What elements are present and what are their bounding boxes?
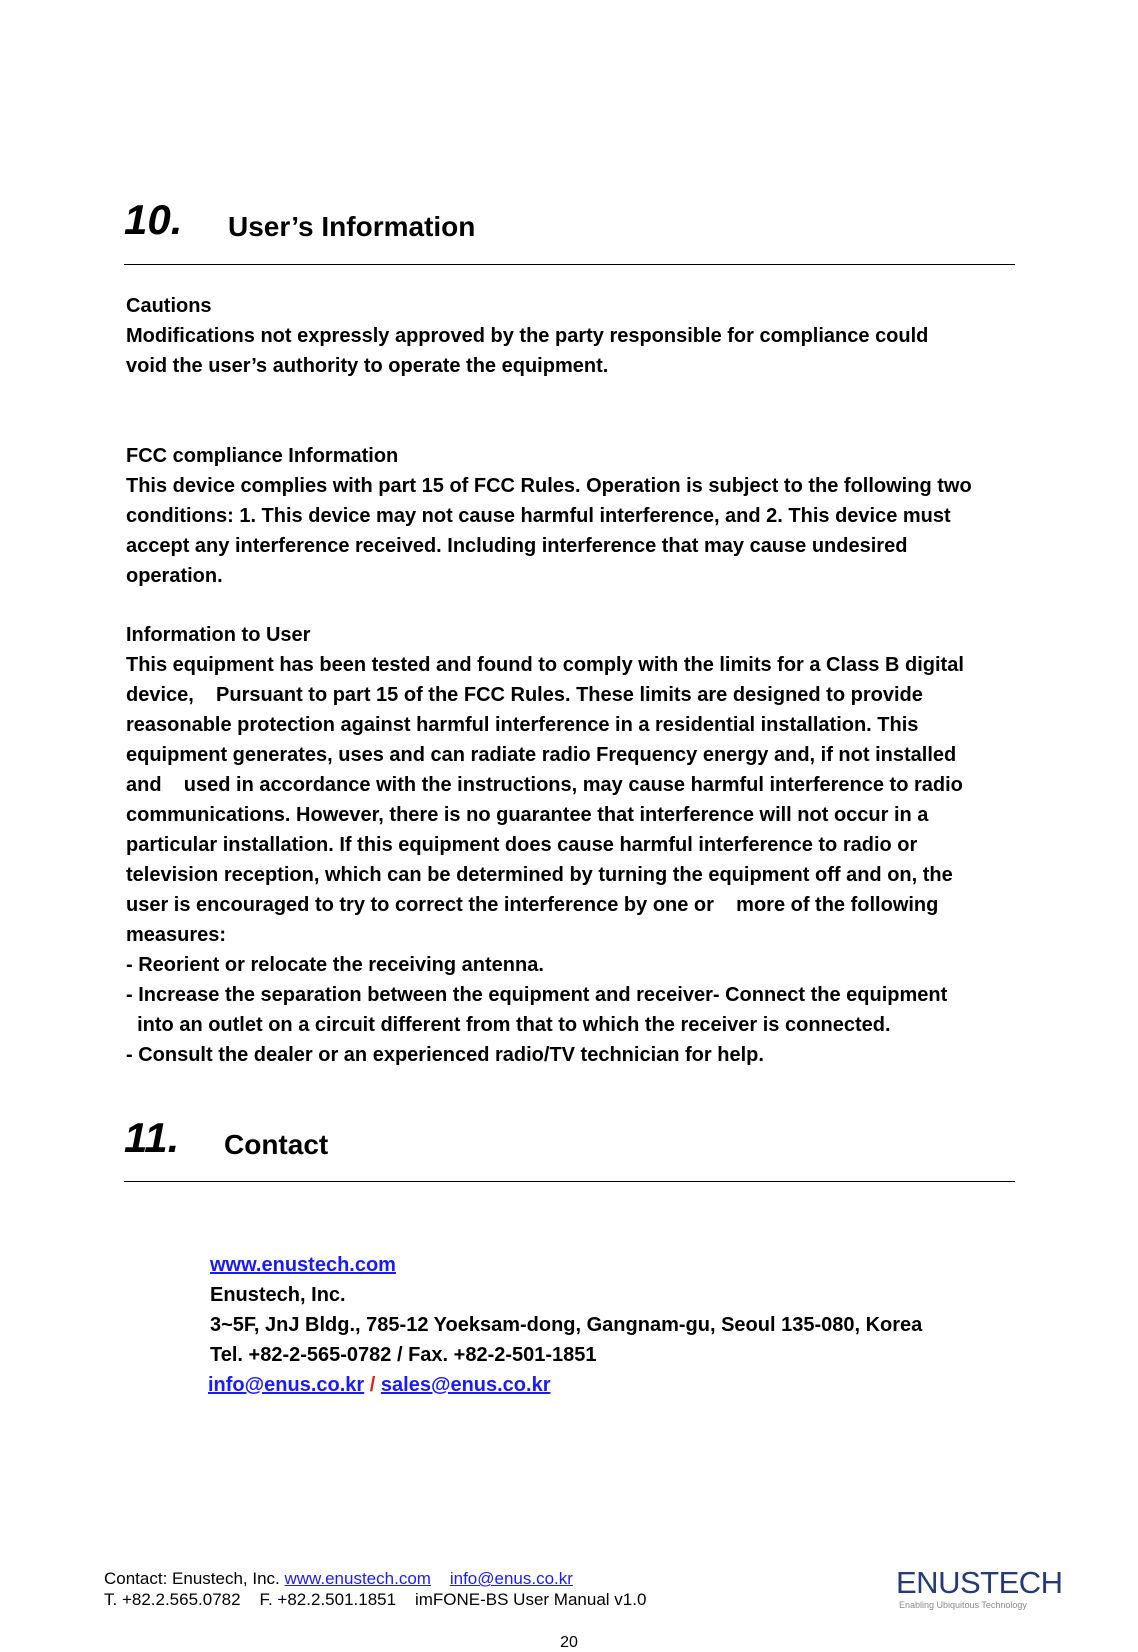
fcc-line: operation.	[126, 565, 223, 587]
info-user-line: measures:	[126, 924, 227, 946]
cautions-line: void the user’s authority to operate the equipment.	[126, 355, 609, 377]
info-user-line: device, Pursuant to part 15 of the FCC Rules. These limits are designed to provide	[126, 684, 923, 706]
fcc-heading: FCC compliance Information	[126, 445, 399, 467]
company-name: Enustech, Inc.	[210, 1284, 346, 1306]
info-user-line: and used in accordance with the instructions, may cause harmful interference to radio	[126, 774, 963, 796]
contact-block	[210, 1250, 922, 1400]
footer-website-link[interactable]: www.enustech.com	[284, 1569, 431, 1588]
info-user-line: reasonable protection against harmful interference in a residential installation. This	[126, 714, 919, 736]
info-user-line: equipment generates, uses and can radiate radio Frequency energy and, if not installed	[126, 744, 957, 766]
email-separator: /	[369, 1374, 376, 1396]
cautions-line: Modifications not expressly approved by the party responsible for compliance could	[126, 325, 929, 347]
info-user-line: - Reorient or relocate the receiving antenna.	[126, 954, 544, 976]
company-address: 3~5F, JnJ Bldg., 785-12 Yoeksam-dong, Gangnam-gu, Seoul 135-080, Korea	[210, 1314, 923, 1336]
cautions-heading: Cautions	[126, 295, 212, 317]
info-user-line: television reception, which can be determined by turning the equipment off and on, the	[126, 864, 953, 886]
cautions-block	[126, 291, 1026, 381]
sales-email-link[interactable]: sales@enus.co.kr	[380, 1374, 551, 1396]
enustech-logo	[896, 1565, 1063, 1610]
section-10-header	[124, 196, 1015, 265]
info-email-link[interactable]: info@enus.co.kr	[208, 1374, 365, 1396]
section-10-title: User’s Information	[228, 211, 476, 242]
website-link[interactable]: www.enustech.com	[210, 1254, 396, 1276]
info-user-line: into an outlet on a circuit different from that to which the receiver is connected.	[126, 1014, 891, 1036]
section-10-number: 10.	[124, 196, 183, 243]
company-phone: Tel. +82-2-565-0782 / Fax. +82-2-501-1851	[210, 1344, 597, 1366]
info-user-heading: Information to User	[126, 624, 311, 646]
info-user-line: - Consult the dealer or an experienced radio/TV technician for help.	[126, 1044, 764, 1066]
footer-email-link[interactable]: info@enus.co.kr	[449, 1569, 573, 1588]
section-11-title: Contact	[224, 1129, 329, 1160]
info-user-line: particular installation. If this equipment does cause harmful interference to radio or	[126, 834, 918, 856]
info-user-line: communications. However, there is no guarantee that interference will not occur in a	[126, 804, 929, 826]
info-user-line: user is encouraged to try to correct the interference by one or more of the following	[126, 894, 939, 916]
logo-wordmark: ENUSTECH	[896, 1565, 1063, 1600]
page-footer	[104, 1568, 646, 1610]
fcc-block	[126, 441, 1026, 591]
fcc-line: This device complies with part 15 of FCC Rules. Operation is subject to the following two	[126, 475, 972, 497]
footer-contact-prefix: Contact: Enustech, Inc.	[104, 1569, 285, 1588]
logo-tagline: Enabling Ubiquitous Technology	[899, 1600, 1027, 1610]
info-user-block	[126, 620, 1026, 1070]
info-user-line: - Increase the separation between the equipment and receiver- Connect the equipment	[126, 984, 948, 1006]
fcc-line: accept any interference received. Including interference that may cause undesired	[126, 535, 908, 557]
fcc-line: conditions: 1. This device may not cause harmful interference, and 2. This device must	[126, 505, 951, 527]
info-user-line: This equipment has been tested and found to comply with the limits for a Class B digital	[126, 654, 964, 676]
section-11-header	[124, 1114, 1015, 1182]
page-number: 20	[560, 1634, 578, 1651]
footer-line-2: T. +82.2.565.0782 F. +82.2.501.1851 imFONE-BS User Manual v1.0	[104, 1590, 647, 1609]
section-11-number: 11.	[124, 1114, 180, 1161]
